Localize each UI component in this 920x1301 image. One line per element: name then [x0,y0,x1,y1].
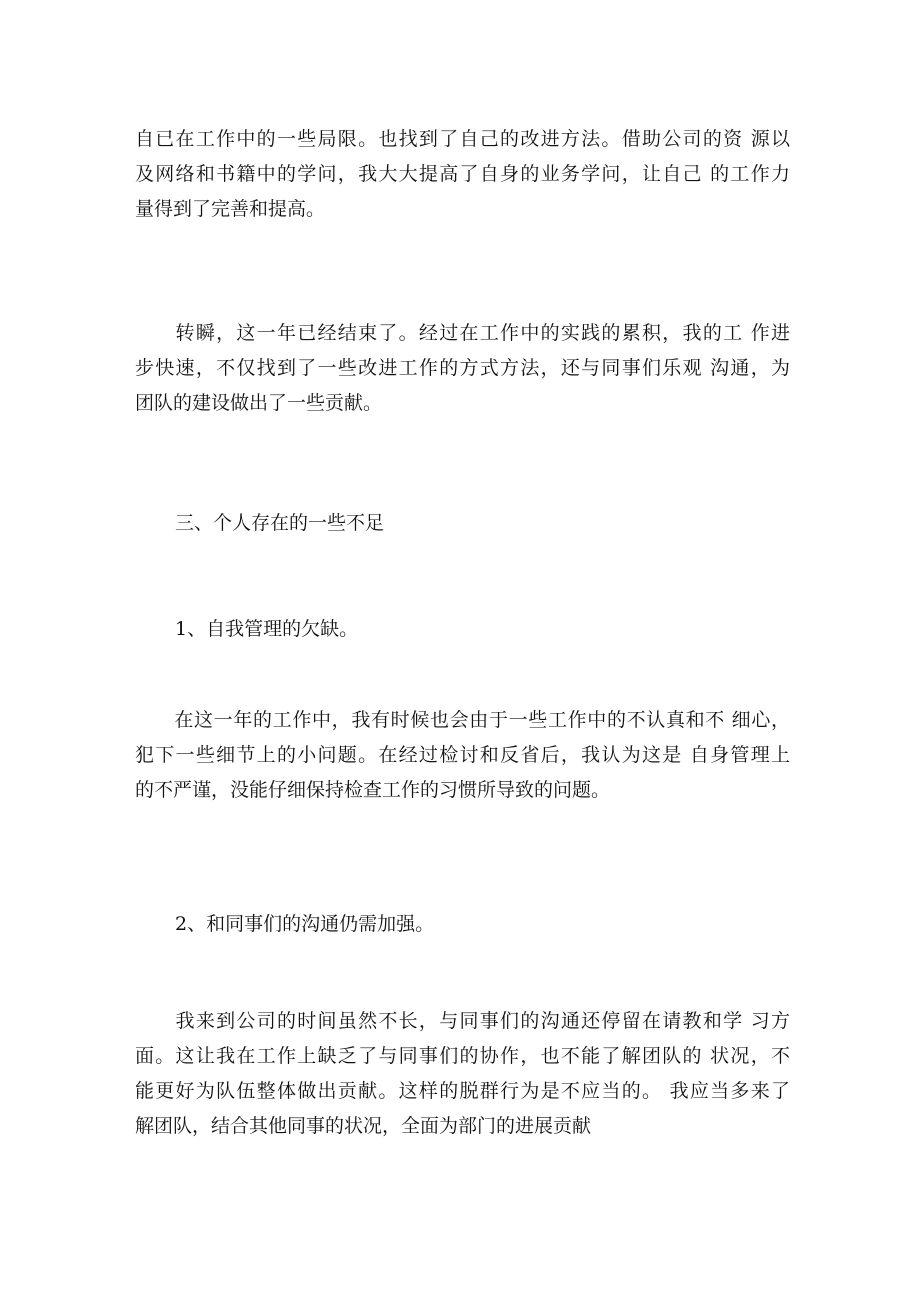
text-line: 的不严谨，没能仔细保持检查工作的习惯所导致的问题。 [135,779,611,801]
paragraph-self-improvement [135,122,790,227]
subheading-communication: 2、和同事们的沟通仍需加强。 [175,913,435,935]
text-line: 自已在工作中的一些局限。也找到了自己的改进方法。借助公司的资 源以 [135,128,790,150]
section-heading-shortcomings: 三、个人存在的一些不足 [175,512,385,534]
text-line: 面。这让我在工作上缺乏了与同事们的协作，也不能了解团队的 状况，不 [135,1045,790,1067]
text-line: 犯下一些细节上的小问题。在经过检讨和反省后，我认为这是 自身管理上 [135,744,790,766]
paragraph-self-management [135,703,790,808]
paragraph-communication [135,1004,790,1144]
text-line: 及网络和书籍中的学问，我大大提高了自身的业务学问，让自己 的工作力 [135,163,790,185]
subheading-self-management: 1、自我管理的欠缺。 [175,618,359,640]
text-line: 解团队，结合其他同事的状况，全面为部门的进展贡献 [135,1115,592,1137]
text-line: 能更好为队伍整体做出贡献。这样的脱群行为是不应当的。 我应当多来了 [135,1080,790,1102]
text-line: 在这一年的工作中，我有时候也会由于一些工作中的不认真和不 细心， [135,709,790,731]
text-line: 转瞬，这一年已经结束了。经过在工作中的实践的累积，我的工 作进 [135,322,790,344]
text-line: 步快速，不仅找到了一些改进工作的方式方法，还与同事们乐观 沟通，为 [135,357,790,379]
text-line: 团队的建设做出了一些贡献。 [135,392,383,414]
paragraph-year-summary [135,316,790,421]
text-line: 我来到公司的时间虽然不长，与同事们的沟通还停留在请教和学 习方 [135,1010,790,1032]
text-line: 量得到了完善和提高。 [135,198,326,220]
